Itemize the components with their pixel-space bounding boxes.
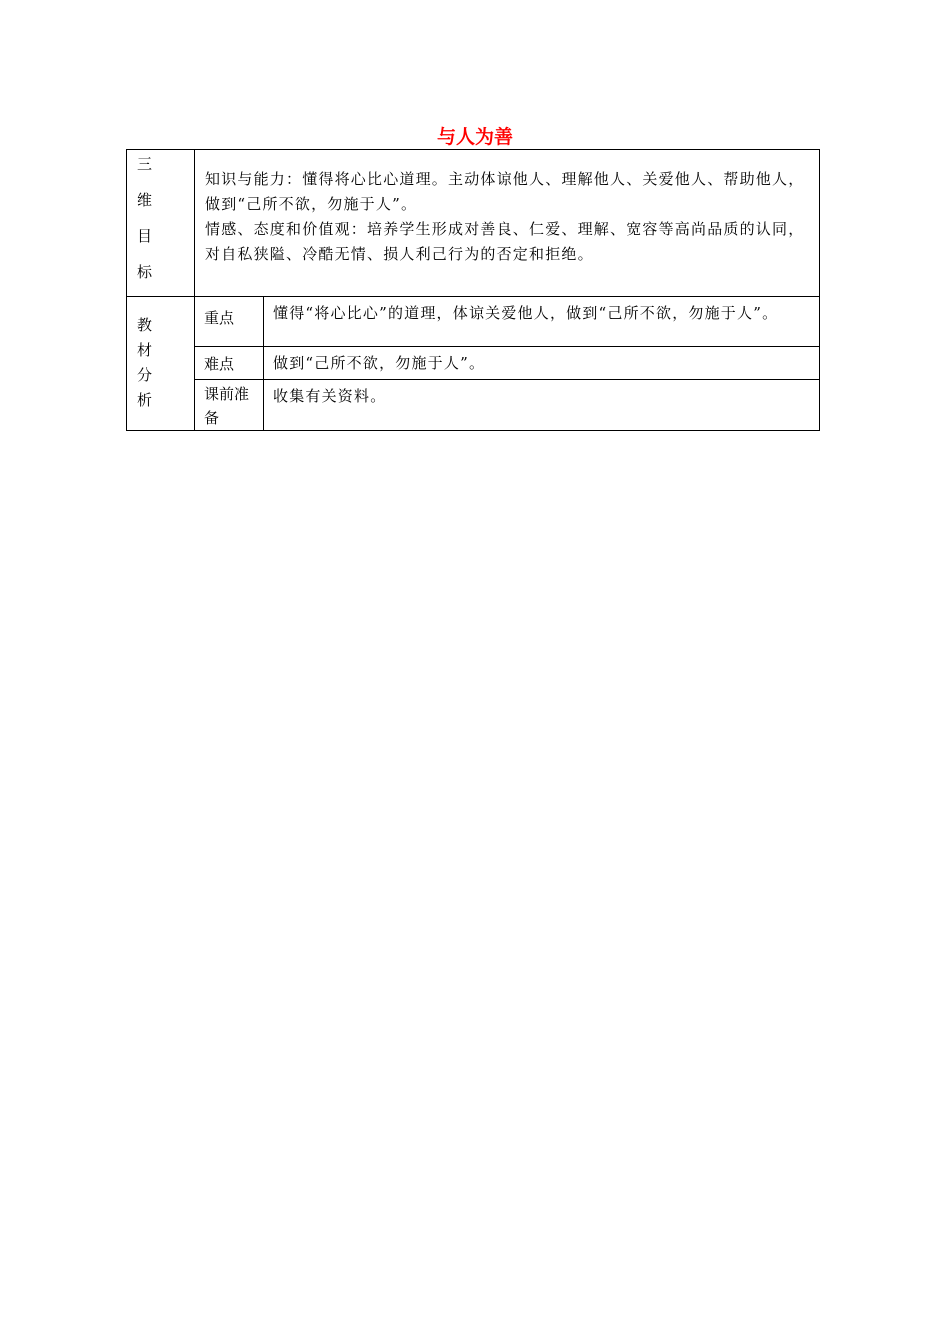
lesson-plan-table	[126, 149, 820, 431]
goals-label-char: 维	[137, 191, 153, 209]
difficulty-label: 难点	[195, 347, 264, 380]
key-point-row	[127, 297, 820, 347]
analysis-label-char: 析	[137, 391, 153, 409]
key-point-content: 懂得“将心比心”的道理，体谅关爱他人，做到“己所不欲，勿施于人”。	[264, 297, 820, 347]
analysis-label-char: 教	[137, 316, 153, 334]
preparation-label: 课前准备	[195, 380, 264, 431]
goals-label-char: 目	[137, 227, 153, 245]
page-title: 与人为善	[436, 126, 513, 148]
difficulty-row	[127, 347, 820, 380]
goals-label-char: 三	[137, 155, 153, 173]
preparation-content: 收集有关资料。	[264, 380, 820, 431]
difficulty-content: 做到“己所不欲，勿施于人”。	[264, 347, 820, 380]
analysis-label-char: 材	[137, 341, 153, 359]
goals-label	[127, 150, 195, 297]
goals-content	[195, 150, 820, 297]
analysis-label	[127, 297, 195, 431]
key-point-label: 重点	[195, 297, 264, 347]
preparation-row	[127, 380, 820, 431]
goals-row	[127, 150, 820, 297]
knowledge-goal: 知识与能力：懂得将心比心道理。主动体谅他人、理解他人、关爱他人、帮助他人，做到“己所不欲，勿施于人”。	[205, 170, 805, 213]
goals-label-char: 标	[137, 263, 153, 281]
emotion-goal: 情感、态度和价值观：培养学生形成对善良、仁爱、理解、宽容等高尚品质的认同，对自私狭隘、冷酷无情、损人利己行为的否定和拒绝。	[205, 220, 805, 263]
analysis-label-char: 分	[137, 366, 153, 384]
